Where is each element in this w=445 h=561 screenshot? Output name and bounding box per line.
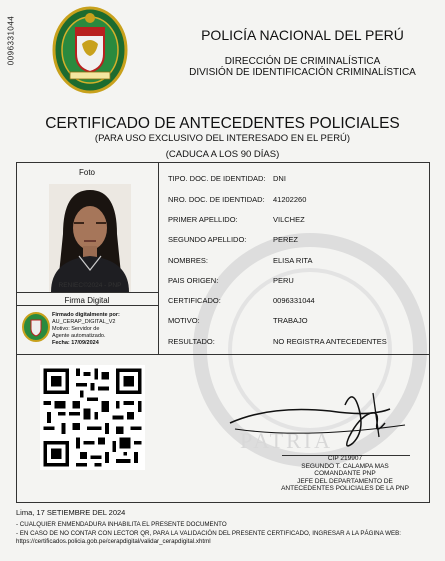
signature-divider — [16, 305, 158, 306]
field-label-names: NOMBRES: — [168, 256, 209, 265]
direction-name: DIRECCIÓN DE CRIMINALÍSTICA — [224, 56, 381, 67]
photo-label: Foto — [78, 168, 95, 177]
photo-divider — [16, 292, 158, 293]
validity-note: (CADUCA A LOS 90 DÍAS) — [165, 149, 280, 160]
sig-line-1: Firmado digitalmente por: — [52, 312, 120, 318]
field-label-doc-number: NRO. DOC. DE IDENTIDAD: — [168, 195, 265, 204]
issue-date: Lima, 17 SETIEMBRE DEL 2024 — [16, 508, 126, 517]
photo-stamp: RENIEC©2024 - PNP — [58, 282, 122, 289]
signatory-name: SEGUNDO T. CALAMPA MAS — [301, 462, 389, 470]
field-value-certificate: 0096331044 — [273, 296, 315, 305]
sig-line-2: AU_CERAP_DIGITAL_V2 — [52, 319, 116, 325]
document-subtitle: (PARA USO EXCLUSIVO DEL INTERESADO EN EL PERÚ) — [94, 133, 351, 144]
field-value-country: PERU — [273, 276, 294, 285]
field-value-names: ELISA RITA — [273, 256, 313, 265]
field-label-reason: MOTIVO: — [168, 316, 200, 325]
handwritten-signature — [225, 385, 420, 455]
digital-signature-label: Firma Digital — [64, 296, 110, 305]
institution-name: POLICÍA NACIONAL DEL PERÚ — [201, 27, 404, 43]
field-label-second-surname: SEGUNDO APELLIDO: — [168, 235, 247, 244]
field-label-result: RESULTADO: — [168, 337, 215, 346]
divider-vertical — [158, 162, 159, 354]
field-label-certificate: CERTIFICADO: — [168, 296, 221, 305]
division-name: DIVISIÓN DE IDENTIFICACIÓN CRIMINALÍSTICA — [189, 67, 416, 78]
field-label-country: PAIS ORIGEN: — [168, 276, 219, 285]
divider-horizontal — [16, 354, 430, 355]
signatory-block — [260, 455, 430, 493]
serial-number: 0096331044 — [6, 15, 16, 66]
sig-line-4: Agente automatizado. — [52, 333, 106, 339]
field-label-doc-type: TIPO. DOC. DE IDENTIDAD: — [168, 174, 266, 183]
field-value-result: NO REGISTRA ANTECEDENTES — [273, 337, 387, 346]
signatory-rank: COMANDANTE PNP — [314, 470, 376, 477]
note-1: - CUALQUIER ENMENDADURA INHABILITA EL PRESENTE DOCUMENTO — [16, 521, 227, 528]
validation-qr-code[interactable] — [40, 365, 145, 470]
header-subtitle — [160, 56, 445, 78]
field-value-doc-number: 41202260 — [273, 195, 307, 204]
sig-line-3: Motivo: Servidor de — [52, 326, 100, 332]
field-value-reason: TRABAJO — [273, 316, 308, 325]
signatory-position-2: ANTECEDENTES POLICIALES DE LA PNP — [281, 485, 409, 492]
watermark-text: PATRIA — [240, 428, 333, 453]
document-title: CERTIFICADO DE ANTECEDENTES POLICIALES — [45, 115, 400, 132]
field-value-first-surname: VILCHEZ — [273, 215, 305, 224]
field-value-doc-type: DNI — [273, 174, 286, 183]
signatory-position-1: JEFE DEL DEPARTAMENTO DE — [297, 477, 393, 485]
field-label-first-surname: PRIMER APELLIDO: — [168, 215, 238, 224]
signatory-cip: CIP 219907 — [327, 455, 363, 462]
note-2: - EN CASO DE NO CONTAR CON LECTOR QR, PARA LA VALIDACIÓN DEL PRESENTE CERTIFICADO, INGRESAR A LA PÁGINA WEB: — [16, 529, 401, 537]
footer-notes — [16, 521, 441, 547]
digital-signature-seal-icon — [22, 312, 50, 342]
digital-signature-text — [52, 312, 152, 347]
applicant-photo — [49, 184, 131, 292]
sig-line-5: Fecha: 17/09/2024 — [52, 340, 99, 346]
police-seal-logo — [52, 6, 128, 94]
field-value-second-surname: PEREZ — [273, 235, 299, 244]
validation-url[interactable]: https://certificados.policia.gob.pe/cerapdigital/validar_cerapdigital.xhtml — [16, 538, 211, 545]
